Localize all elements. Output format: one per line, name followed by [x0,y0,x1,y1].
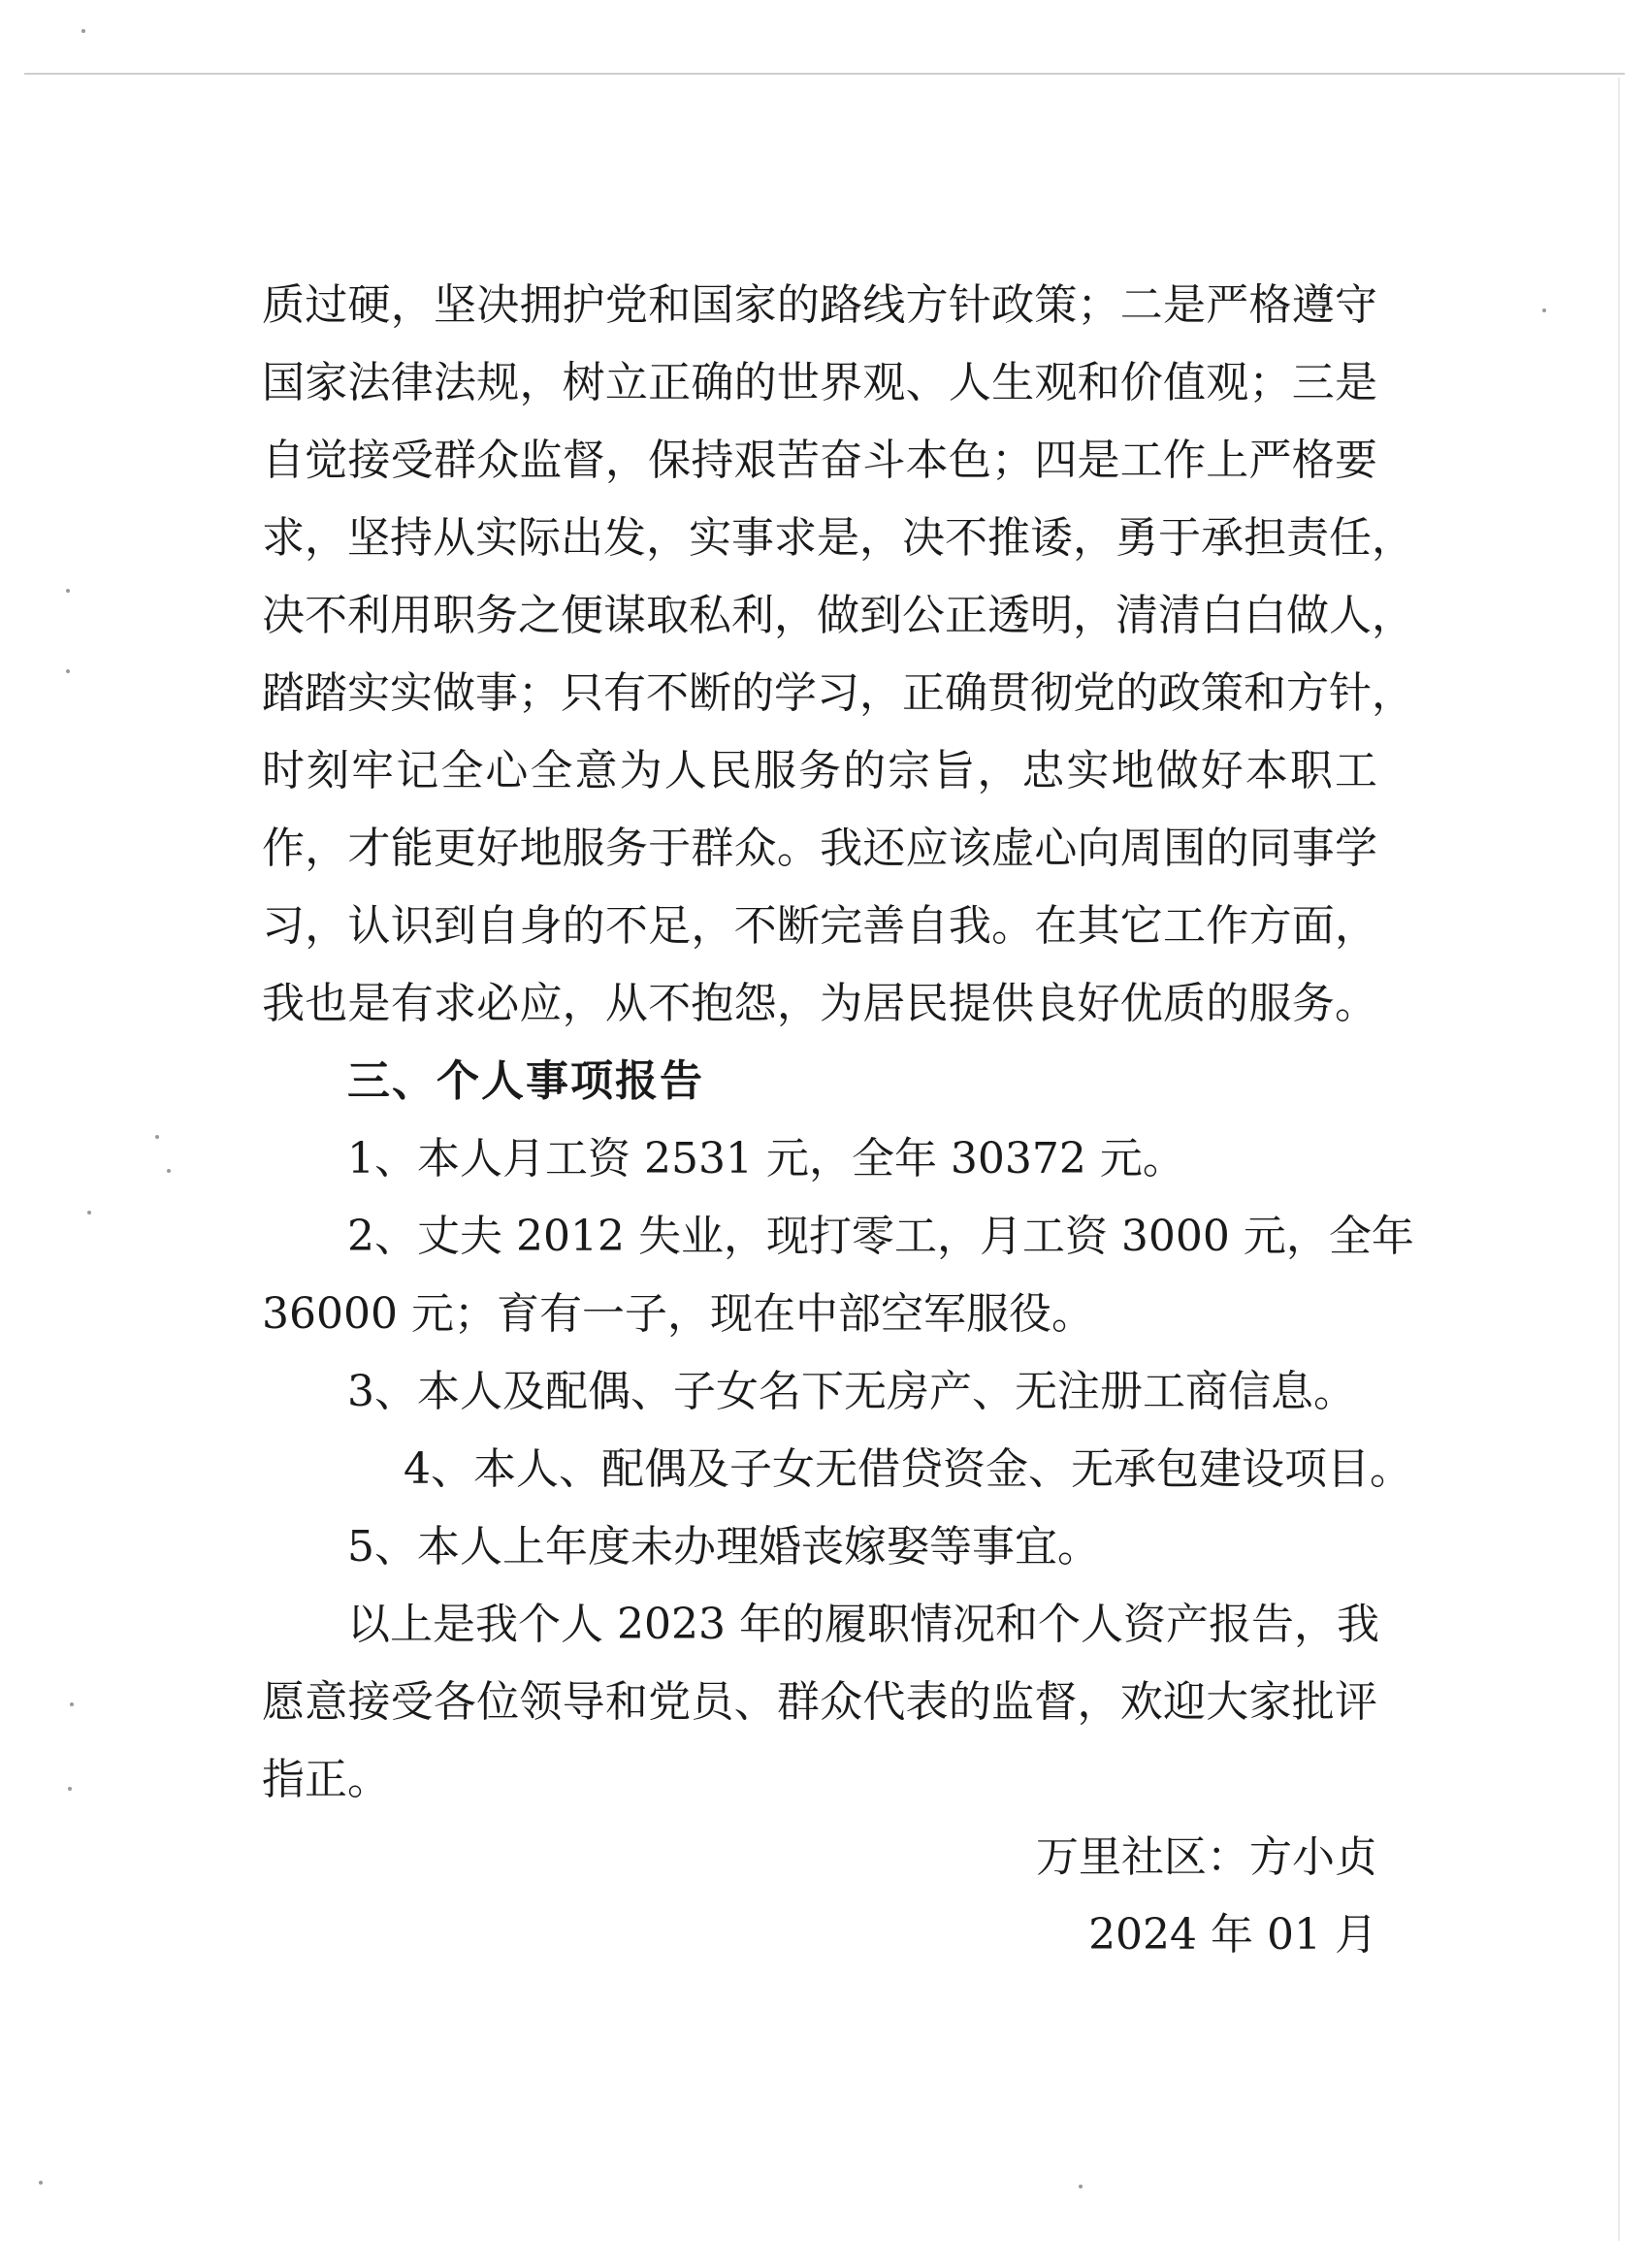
item-2-line-2: 36000 元；育有一子，现在中部空军服役。 [262,1289,1094,1339]
scan-speck [167,1169,171,1173]
closing-line-1: 以上是我个人 2023 年的履职情况和个人资产报告，我 [347,1600,1379,1649]
scan-speck [1542,308,1546,312]
paragraph-line: 踏踏实实做事；只有不断的学习，正确贯彻党的政策和方针， [262,668,1414,718]
scan-speck [87,1211,91,1215]
scan-speck [68,1787,72,1791]
paragraph-line: 作，才能更好地服务于群众。我还应该虚心向周围的同事学 [262,824,1377,873]
paragraph-line: 求，坚持从实际出发，实事求是，决不推诿，勇于承担责任， [262,513,1414,563]
item-1: 1、本人月工资 2531 元，全年 30372 元。 [347,1134,1185,1183]
paragraph-line: 我也是有求必应，从不抱怨，为居民提供良好优质的服务。 [262,979,1377,1028]
section-heading: 三、个人事项报告 [347,1056,704,1106]
scan-speck [66,589,70,593]
scan-speck [81,29,85,33]
paragraph-line: 自觉接受群众监督，保持艰苦奋斗本色；四是工作上严格要 [262,436,1377,485]
scan-speck [1079,2185,1083,2188]
report-date: 2024 年 01 月 [1088,1910,1377,1960]
item-5: 5、本人上年度未办理婚丧嫁娶等事宜。 [347,1522,1100,1571]
paragraph-line: 国家法律法规，树立正确的世界观、人生观和价值观；三是 [262,358,1377,407]
right-page-edge [1618,78,1620,2241]
scan-speck [66,669,70,673]
item-3: 3、本人及配偶、子女名下无房产、无注册工商信息。 [347,1367,1356,1416]
document-body [262,267,1414,1974]
item-4: 4、本人、配偶及子女无借贷资金、无承包建设项目。 [404,1444,1412,1494]
scan-speck [39,2181,43,2185]
scan-speck [155,1135,159,1139]
closing-line-2: 愿意接受各位领导和党员、群众代表的监督，欢迎大家批评 [262,1677,1377,1727]
closing-line-3: 指正。 [262,1755,390,1804]
paragraph-line: 习，认识到自身的不足，不断完善自我。在其它工作方面， [262,901,1377,951]
signature: 万里社区：方小贞 [1036,1832,1377,1882]
paragraph-line: 质过硬，坚决拥护党和国家的路线方针政策；二是严格遵守 [262,280,1377,330]
scan-speck [70,1702,74,1706]
paragraph-line: 时刻牢记全心全意为人民服务的宗旨，忠实地做好本职工 [262,746,1377,795]
paragraph-line: 决不利用职务之便谋取私利，做到公正透明，清清白白做人， [262,591,1414,640]
top-scan-line [24,73,1625,75]
item-2-line-1: 2、丈夫 2012 失业，现打零工，月工资 3000 元，全年 [347,1212,1414,1261]
